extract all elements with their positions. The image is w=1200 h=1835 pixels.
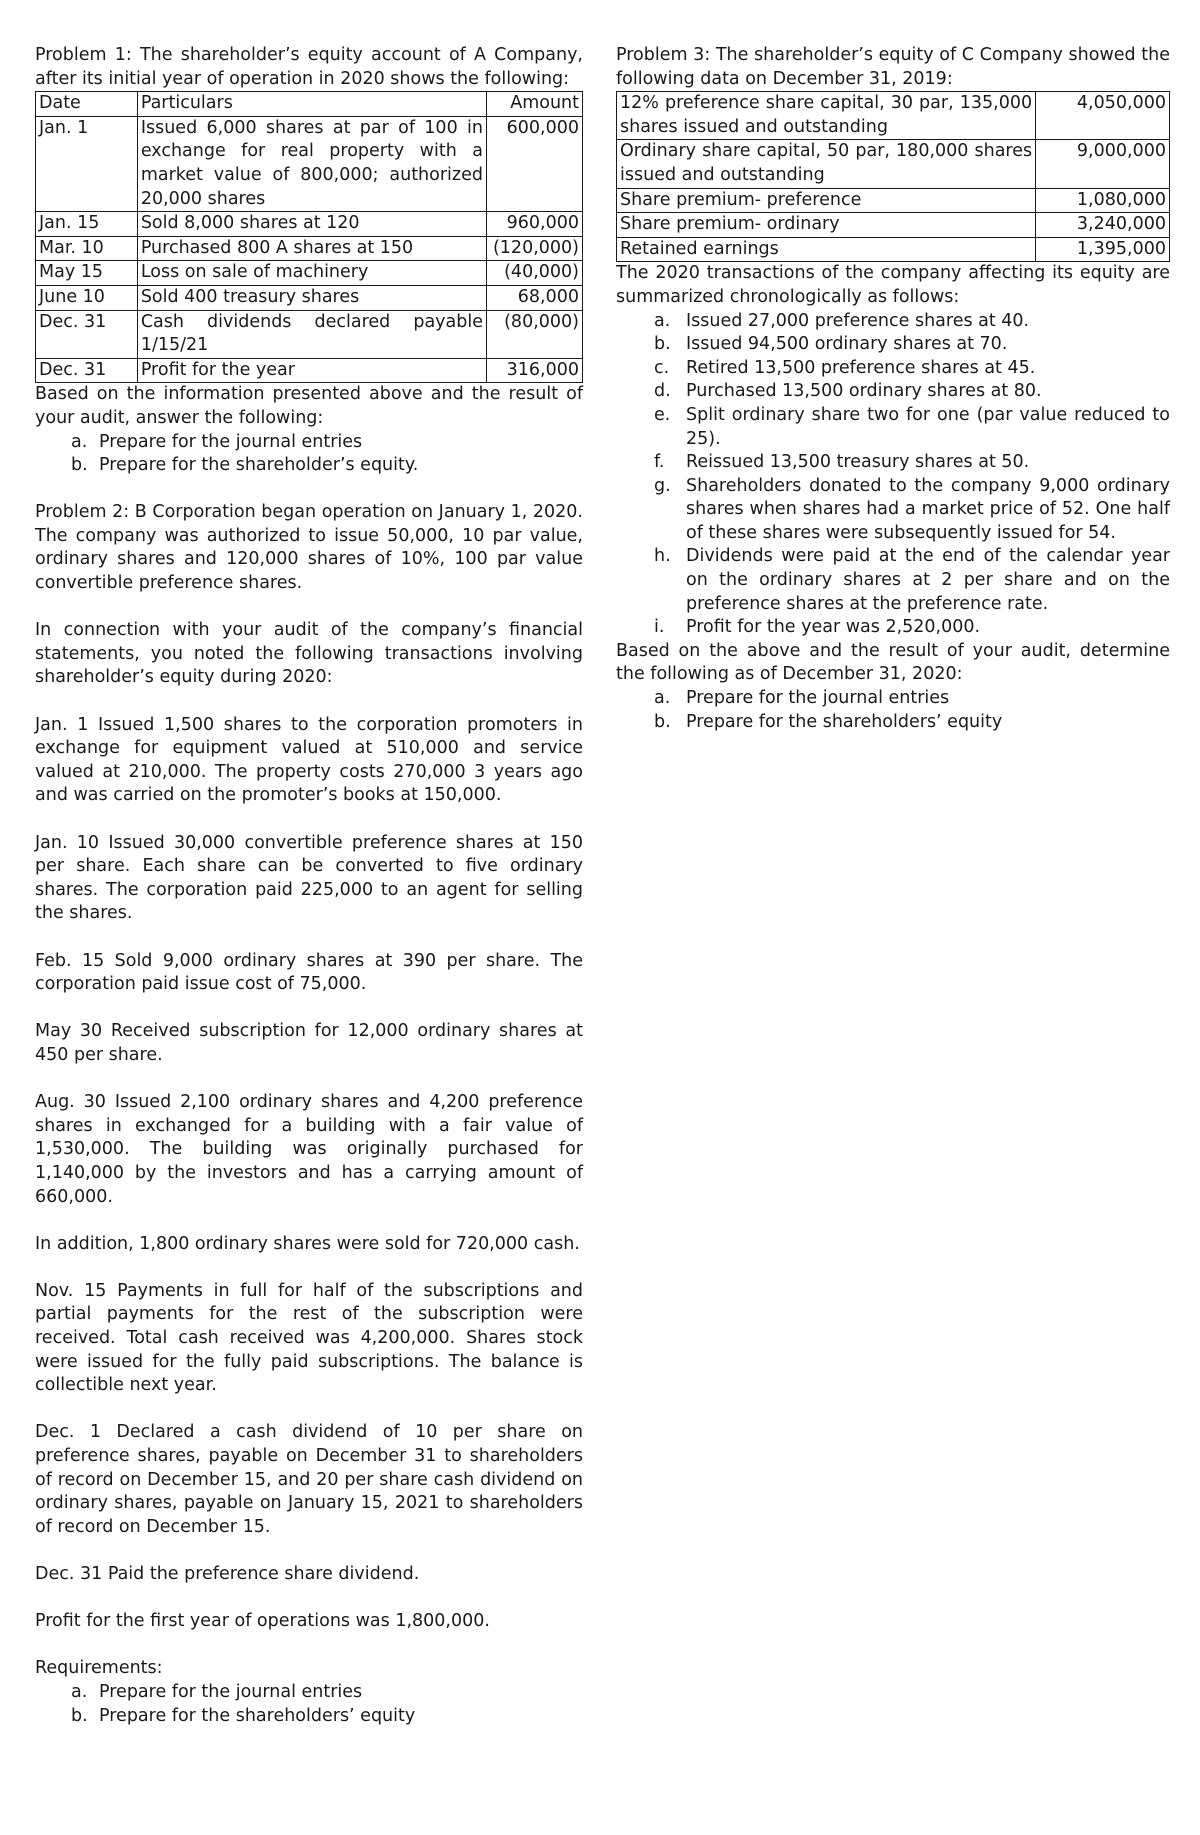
problem2-requirements: [35, 1681, 583, 1728]
header-date: Date: [36, 92, 138, 117]
list-item: i. Profit for the year was 2,520,000.: [654, 617, 981, 638]
row-particulars: Sold 8,000 shares at 120: [137, 212, 486, 237]
problem2-transaction: Dec. 31 Paid the preference share dividend.: [35, 1564, 420, 1584]
problem2-transaction: In addition, 1,800 ordinary shares were sold for 720,000 cash.: [35, 1233, 580, 1254]
problem3-table: [616, 91, 1170, 262]
row-particulars: Issued 6,000 shares at par of 100 in exchange for real property with a market value of 800,000; authorized 20,000 shares: [137, 116, 486, 211]
problem3-closing: Based on the above and the result of your audit, determine the following as of December 31, 2020:: [616, 640, 1170, 685]
header-particulars: Particulars: [137, 92, 486, 117]
list-item: b. Prepare for the shareholder’s equity.: [71, 455, 419, 476]
row-amount: 9,000,000: [1036, 140, 1170, 188]
table-row: [36, 358, 583, 383]
problem1-requirements: [35, 431, 583, 478]
list-item: b. Prepare for the shareholders’ equity: [654, 711, 1003, 732]
list-item: a. Prepare for the journal entries: [654, 688, 950, 709]
problem2-transaction: Feb. 15 Sold 9,000 ordinary shares at 390 per share. The corporation paid issue cost of 75,000.: [35, 950, 583, 995]
row-particulars: Sold 400 treasury shares: [137, 285, 486, 310]
row-amount: (40,000): [486, 261, 582, 286]
list-item: f. Reissued 13,500 treasury shares at 50.: [654, 452, 1030, 473]
problem2-intro: Problem 2: B Corporation began operation on January 1, 2020. The company was authorized to issue 50,000, 10 par value, ordinary shares and 120,000 shares of 10%, 100 par value convertible preference shares.: [35, 502, 583, 594]
list-item: b. Issued 94,500 ordinary shares at 70.: [654, 334, 1008, 355]
problem1-after: Based on the information presented above and the result of your audit, answer the following:: [35, 384, 583, 428]
row-date: Mar. 10: [36, 236, 138, 261]
table-header-row: [36, 92, 583, 117]
problem1-intro: Problem 1: The shareholder’s equity account of A Company, after its initial year of operation in 2020 shows the following:: [35, 45, 583, 89]
row-date: Jan. 1: [36, 116, 138, 211]
table-row: [36, 212, 583, 237]
row-amount: 3,240,000: [1036, 213, 1170, 238]
row-particulars: Purchased 800 A shares at 150: [137, 236, 486, 261]
list-item: c. Retired 13,500 preference shares at 45.: [654, 357, 1036, 378]
row-amount: 1,395,000: [1036, 237, 1170, 262]
row-date: Dec. 31: [36, 310, 138, 358]
row-amount: 68,000: [486, 285, 582, 310]
row-item: 12% preference share capital, 30 par, 135,000 shares issued and outstanding: [617, 92, 1036, 140]
problem3-after: The 2020 transactions of the company affecting its equity are summarized chronologically as follows:: [616, 263, 1170, 307]
row-particulars: Profit for the year: [137, 358, 486, 383]
row-date: Dec. 31: [36, 358, 138, 383]
problem2-transaction: Aug. 30 Issued 2,100 ordinary shares and 4,200 preference shares in exchanged for a building with a fair value of 1,530,000. The building was originally purchased for 1,140,000 by the investors and has a carrying amount of 660,000.: [35, 1092, 583, 1207]
problem2-transaction: Jan. 1 Issued 1,500 shares to the corporation promoters in exchange for equipment valued at 510,000 and service valued at 210,000. The property costs 270,000 3 years ago and was carried on the promoter’s books at 150,000.: [35, 714, 583, 806]
row-amount: 316,000: [486, 358, 582, 383]
row-amount: 960,000: [486, 212, 582, 237]
row-amount: 600,000: [486, 116, 582, 211]
problem2-transaction: May 30 Received subscription for 12,000 ordinary shares at 450 per share.: [35, 1021, 583, 1065]
table-row: [36, 285, 583, 310]
row-amount: 4,050,000: [1036, 92, 1170, 140]
list-item: g. Shareholders donated to the company 9,000 ordinary shares when shares had a market price of 52. One half of these shares were subsequently issued for 54.: [654, 475, 1170, 543]
problem1-table: [35, 91, 583, 383]
list-item: h. Dividends were paid at the end of the calendar year on the ordinary shares at 2 per share and on the preference shares at the preference rate.: [654, 546, 1170, 614]
right-column: [616, 44, 1170, 734]
problem3-intro: Problem 3: The shareholder’s equity of C Company showed the following data on December 31, 2019:: [616, 45, 1170, 89]
problem3-transactions: [616, 310, 1170, 640]
table-row: [617, 188, 1170, 213]
problem2-context: In connection with your audit of the company’s financial statements, you noted the following transactions involving shareholder’s equity during 2020:: [35, 620, 583, 688]
row-particulars: Cash dividends declared payable 1/15/21: [137, 310, 486, 358]
row-date: Jan. 15: [36, 212, 138, 237]
list-item: b. Prepare for the shareholders’ equity: [71, 1705, 416, 1726]
list-item: a. Prepare for the journal entries: [71, 1681, 363, 1702]
table-row: [617, 92, 1170, 140]
row-item: Share premium- preference: [617, 188, 1036, 213]
header-amount: Amount: [486, 92, 582, 117]
row-item: Share premium- ordinary: [617, 213, 1036, 238]
table-row: [36, 310, 583, 358]
row-amount: (80,000): [486, 310, 582, 358]
table-row: [36, 116, 583, 211]
list-item: a. Issued 27,000 preference shares at 40.: [654, 310, 1030, 331]
row-particulars: Loss on sale of machinery: [137, 261, 486, 286]
row-date: June 10: [36, 285, 138, 310]
row-amount: 1,080,000: [1036, 188, 1170, 213]
table-row: [617, 140, 1170, 188]
left-column: [35, 44, 583, 1728]
problem3-requirements: [616, 687, 1170, 734]
table-row: [36, 236, 583, 261]
problem2-transaction: Jan. 10 Issued 30,000 convertible preference shares at 150 per share. Each share can be converted to five ordinary shares. The corporation paid 225,000 to an agent for selling the shares.: [35, 832, 583, 924]
row-date: May 15: [36, 261, 138, 286]
problem2-transaction: Dec. 1 Declared a cash dividend of 10 per share on preference shares, payable on December 31 to shareholders of record on December 15, and 20 per share cash dividend on ordinary shares, payable on January 15, 2021 to shareholders of record on December 15.: [35, 1422, 583, 1537]
list-item: d. Purchased 13,500 ordinary shares at 80.: [654, 381, 1042, 402]
problem2-transaction: Profit for the first year of operations was 1,800,000.: [35, 1611, 490, 1632]
table-row: [36, 261, 583, 286]
table-row: [617, 237, 1170, 262]
row-item: Retained earnings: [617, 237, 1036, 262]
row-item: Ordinary share capital, 50 par, 180,000 shares issued and outstanding: [617, 140, 1036, 188]
list-item: a. Prepare for the journal entries: [71, 431, 363, 452]
table-row: [617, 213, 1170, 238]
row-amount: (120,000): [486, 236, 582, 261]
problem2-requirements-label: Requirements:: [35, 1658, 163, 1679]
problem2-transaction: Nov. 15 Payments in full for half of the subscriptions and partial payments for the rest of the subscription were received. Total cash received was 4,200,000. Shares stock were issued for the fully paid subscriptions. The balance is collectible next year.: [35, 1280, 583, 1396]
list-item: e. Split ordinary share two for one (par value reduced to 25).: [654, 404, 1170, 449]
